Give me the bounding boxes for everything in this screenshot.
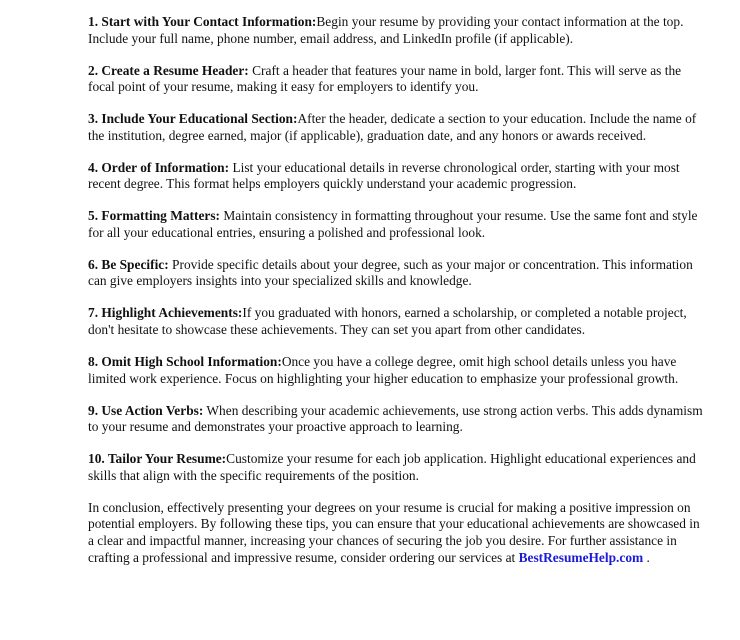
tip-action-verbs: [88, 403, 704, 436]
tip-title: 10. Tailor Your Resume:: [88, 451, 227, 467]
tip-body: Begin your resume by providing your contact information at the top. Include your full name, phone number, email address, and LinkedIn profile (if applicable).: [88, 14, 684, 46]
tip-title: 4. Order of Information:: [88, 159, 230, 175]
tip-title: 1. Start with Your Contact Information:: [88, 14, 317, 29]
tip-body: Craft a header that features your name in bold, larger font. This will serve as the focal point of your resume, making it easy for employers to identify you.: [88, 62, 682, 95]
tip-body: Once you have a college degree, omit high school details unless you have limited work experience. Focus on highlighting your higher education to emphasize your professional growth.: [88, 354, 679, 386]
tip-body: List your educational details in reverse chronological order, starting with your most recent degree. This format helps employers quickly understand your academic progression.: [88, 159, 680, 192]
tip-title: 5. Formatting Matters:: [88, 208, 220, 224]
tip-body: Maintain consistency in formatting throughout your resume. Use the same font and style for all your educational entries, ensuring a polished and professional look.: [88, 208, 698, 240]
tip-title: 9. Use Action Verbs:: [88, 402, 204, 418]
conclusion-text: In conclusion, effectively presenting your degrees on your resume is crucial for making a positive impression on potential employers. By following these tips, you can ensure that your educational achievements are showcased in a clear and impactful manner, increasing your chances of securing the job you desire. For further assistance in crafting a professional and impressive resume, consider ordering our services at: [88, 499, 700, 565]
tip-order-of-information: [88, 160, 704, 193]
tip-highlight-achievements: [88, 305, 704, 338]
tip-title: 7. Highlight Achievements:: [88, 305, 243, 321]
tip-title: 6. Be Specific:: [88, 256, 169, 272]
tip-formatting-matters: [88, 208, 704, 241]
tip-body: If you graduated with honors, earned a scholarship, or completed a notable project, don't hesitate to showcase these achievements. They can set you apart from other candidates.: [88, 305, 687, 338]
tip-resume-header: [88, 63, 704, 96]
tip-be-specific: [88, 257, 704, 290]
tip-body: Customize your resume for each job application. Highlight educational experiences and skills that align with the specific requirements of the position.: [88, 451, 696, 483]
tip-title: 2. Create a Resume Header:: [88, 62, 249, 78]
conclusion-paragraph: [88, 500, 704, 566]
tip-title: 3. Include Your Educational Section:: [88, 111, 298, 127]
tip-tailor-resume: [88, 451, 704, 484]
tip-body: After the header, dedicate a section to your education. Include the name of the institution, degree earned, major (if applicable), graduation date, and any honors or awards received.: [88, 111, 697, 143]
tip-title: 8. Omit High School Information:: [88, 354, 282, 370]
conclusion-end: .: [643, 549, 650, 565]
tip-body: Provide specific details about your degree, such as your major or concentration. This information can give employers insights into your specialized skills and knowledge.: [88, 256, 693, 289]
tip-educational-section: [88, 111, 704, 144]
best-resume-help-link[interactable]: BestResumeHelp.com: [518, 549, 644, 565]
document-page: [88, 14, 704, 566]
tip-body: When describing your academic achievements, use strong action verbs. This adds dynamism to your resume and demonstrates your proactive approach to learning.: [88, 402, 703, 435]
tip-contact-information: [88, 14, 704, 47]
tip-omit-high-school: [88, 354, 704, 387]
